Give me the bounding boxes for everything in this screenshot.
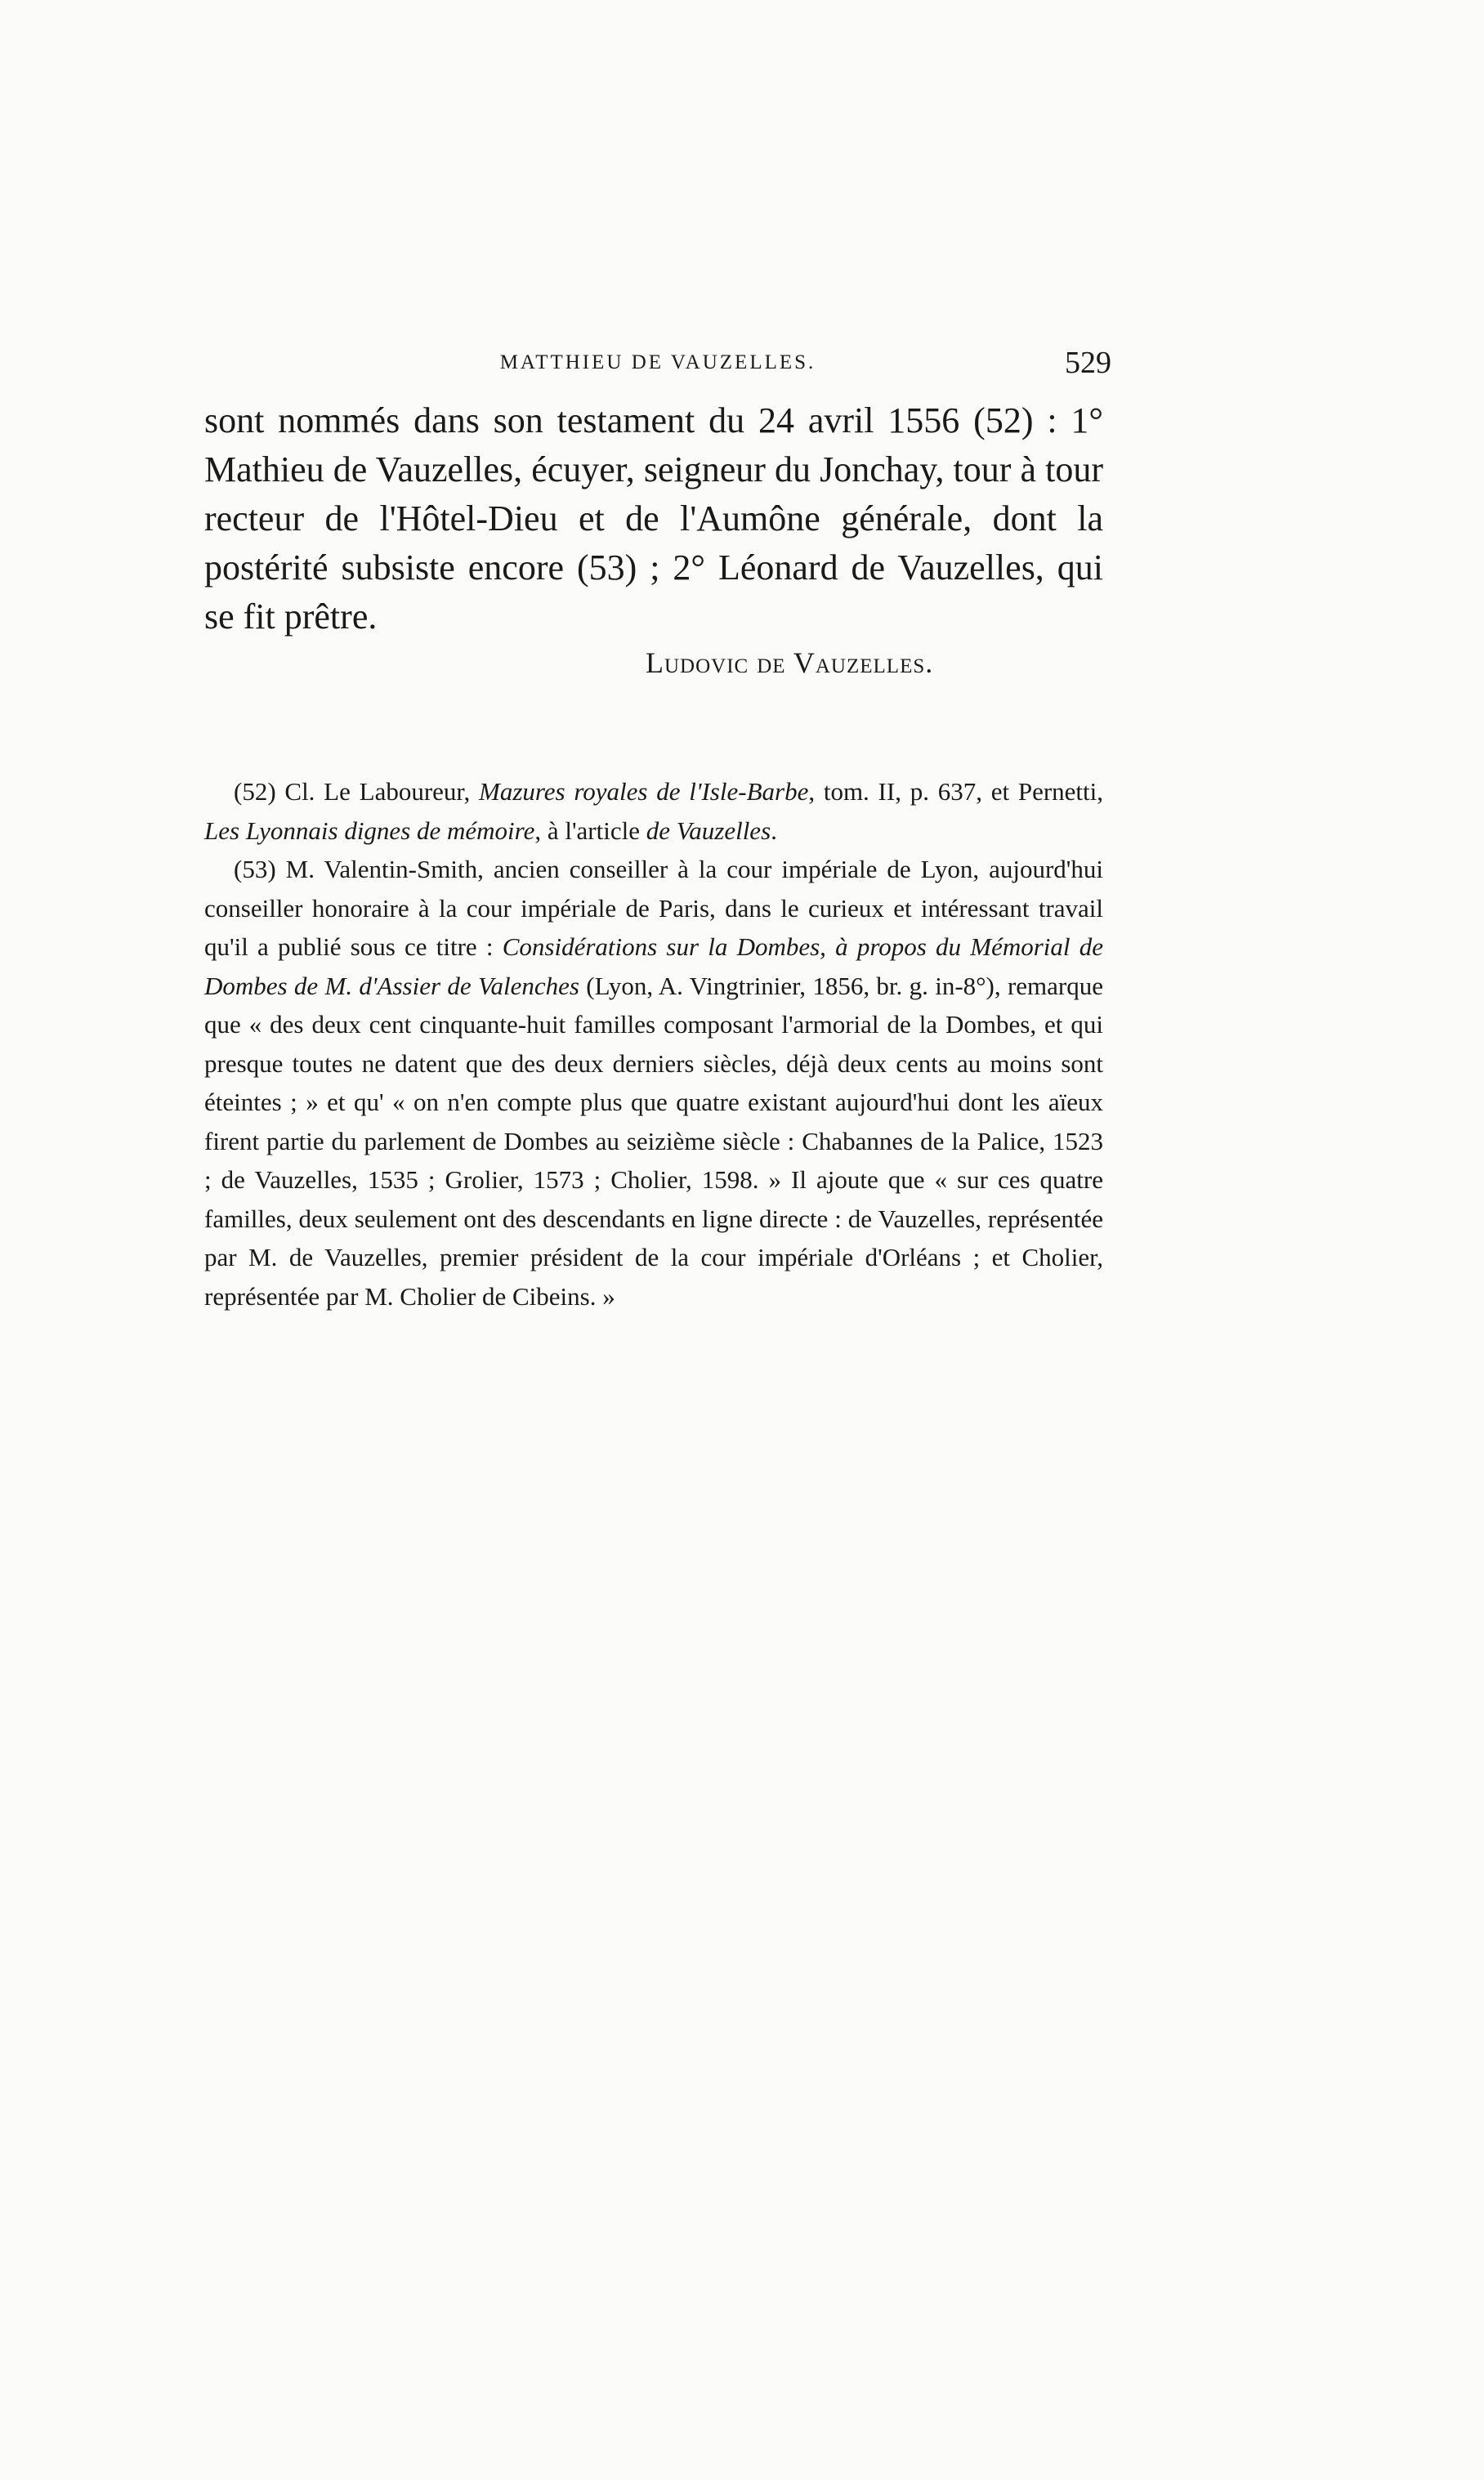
author-signature: Ludovic de Vauzelles. bbox=[646, 646, 934, 679]
footnote-52-text-2: , tom. II, p. 637, et Pernetti, bbox=[808, 777, 1103, 806]
page-number: 529 bbox=[1065, 346, 1111, 380]
footnote-52-text-3: , à l'article bbox=[534, 815, 646, 845]
footnote-52-title-1: Mazures royales de l'Isle-Barbe bbox=[479, 777, 809, 806]
footnote-53-text-2: (Lyon, A. Vingtrinier, 1856, br. g. in-8°), remarque que « des deux cent cinquante-huit familles composant l'armorial de la Dombes, et qui presque toutes ne datent que des deux derniers siècles, déjà deux cents au moins sont éteintes ; » et qu' « on n'en compte plus que quatre existant aujourd'hui dont les aïeux firent partie du parlement de Dombes au seizième siècle : Chabannes de la Palice, 1523 ; de Vauzelles, 1535 ; Grolier, 1573 ; Cholier, 1598. » Il ajoute que « sur ces quatre familles, deux seulement ont des descendants en ligne directe : de Vauzelles, représentée par M. de Vauzelles, premier président de la cour impériale d'Orléans ; et Cholier, représentée par M. Cholier de Cibeins. » bbox=[204, 971, 1103, 1311]
footnote-53 bbox=[204, 850, 1103, 1316]
running-head bbox=[204, 346, 1111, 392]
footnote-52-text-4: . bbox=[771, 815, 777, 845]
main-paragraph bbox=[204, 396, 1103, 641]
footnote-53-title-1: Considérations sur la Dombes, à propos du Mémorial de Dombes de M. d'Assier de Valenches bbox=[204, 932, 1103, 1000]
footnote-52-text-1: (52) Cl. Le Laboureur, bbox=[234, 777, 479, 806]
footnote-52-title-2: Les Lyonnais dignes de mémoire bbox=[204, 815, 535, 845]
footnote-53-text-1: (53) M. Valentin-Smith, ancien conseiller à la cour impériale de Lyon, aujourd'hui conseiller honoraire à la cour impériale de Paris, dans le curieux et intéressant travail qu'il a publié sous ce titre : bbox=[204, 855, 1103, 961]
footnotes bbox=[204, 772, 1103, 1316]
footnote-52 bbox=[204, 772, 1103, 850]
running-title: MATTHIEU DE VAUZELLES. bbox=[499, 351, 816, 373]
footnote-52-title-3: de Vauzelles bbox=[646, 815, 771, 845]
paragraph-text: sont nommés dans son testament du 24 avril 1556 (52) : 1° Mathieu de Vauzelles, écuyer, seigneur du Jonchay, tour à tour recteur de l'Hôtel-Dieu et de l'Aumône générale, dont la postérité subsiste encore (53) ; 2° Léonard de Vauzelles, qui se fit prêtre. bbox=[204, 400, 1103, 637]
